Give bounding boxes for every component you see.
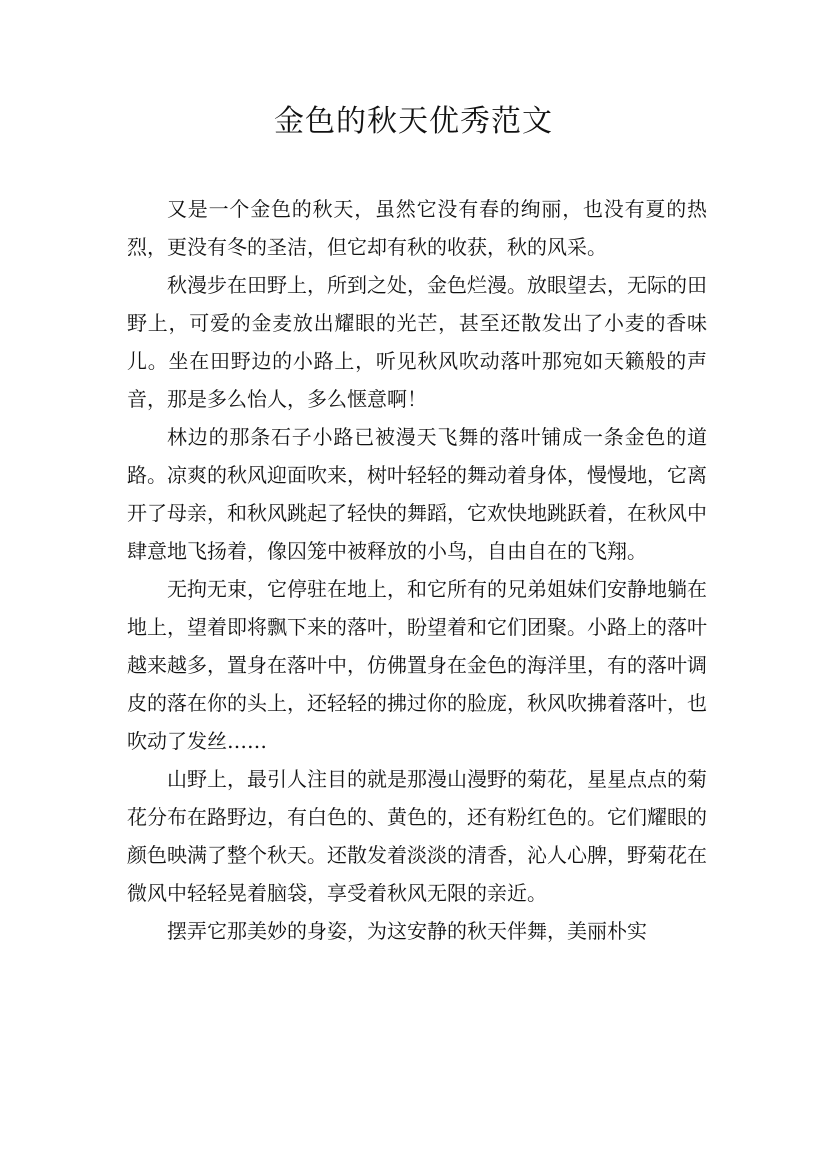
paragraph: 又是一个金色的秋天，虽然它没有春的绚丽，也没有夏的热烈，更没有冬的圣洁，但它却有秋的收获，秋的风采。 bbox=[127, 197, 707, 259]
paragraph: 无拘无束，它停驻在地上，和它所有的兄弟姐妹们安静地躺在地上，望着即将飘下来的落叶，盼望着和它们团聚。小路上的落叶越来越多，置身在落叶中，仿佛置身在金色的海洋里，有的落叶调皮的落在你的头上，还轻轻的拂过你的脸庞，秋风吹拂着落叶，也吹动了发丝…… bbox=[127, 577, 707, 753]
paragraph: 山野上，最引人注目的就是那漫山漫野的菊花，星星点点的菊花分布在路野边，有白色的、黄色的，还有粉红色的。它们耀眼的颜色映满了整个秋天。还散发着淡淡的清香，沁人心脾，野菊花在微风中轻轻晃着脑袋，享受着秋风无限的亲近。 bbox=[127, 767, 707, 905]
paragraph: 林边的那条石子小路已被漫天飞舞的落叶铺成一条金色的道路。凉爽的秋风迎面吹来，树叶轻轻的舞动着身体，慢慢地，它离开了母亲，和秋风跳起了轻快的舞蹈，它欢快地跳跃着，在秋风中肆意地飞扬着，像囚笼中被释放的小鸟，自由自在的飞翔。 bbox=[127, 425, 707, 563]
document-body bbox=[127, 190, 707, 950]
document-title: 金色的秋天优秀范文 bbox=[274, 104, 553, 139]
paragraph: 摆弄它那美妙的身姿，为这安静的秋天伴舞，美丽朴实 bbox=[167, 919, 647, 943]
paragraph: 秋漫步在田野上，所到之处，金色烂漫。放眼望去，无际的田野上，可爱的金麦放出耀眼的光芒，甚至还散发出了小麦的香味儿。坐在田野边的小路上，听见秋风吹动落叶那宛如天籁般的声音，那是多么怡人，多么惬意啊！ bbox=[127, 273, 707, 411]
